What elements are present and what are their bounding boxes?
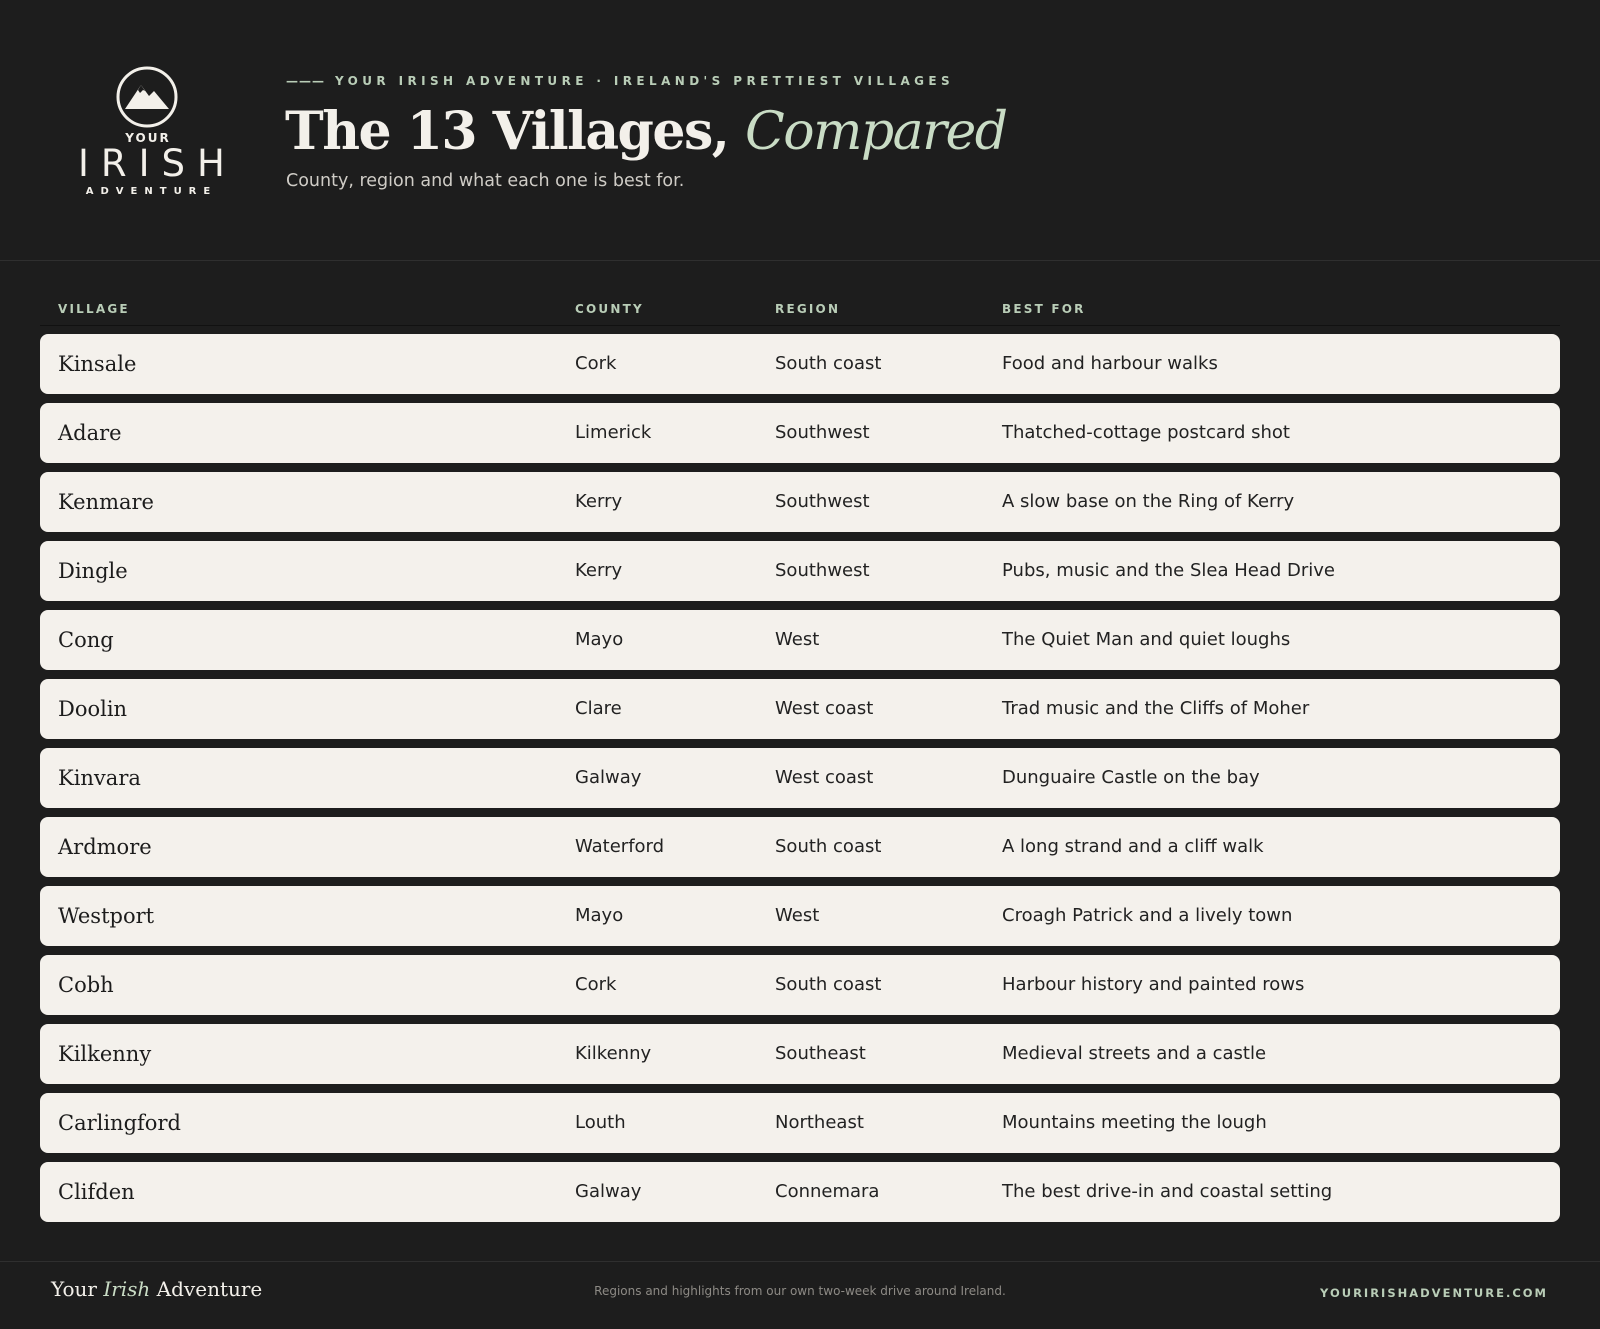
region-cell: Southwest (775, 560, 870, 581)
county-cell: Clare (575, 698, 622, 719)
county-cell: Mayo (575, 629, 624, 650)
county-cell: Cork (575, 974, 617, 995)
best-for-cell: Mountains meeting the lough (1002, 1112, 1267, 1133)
villages-table (40, 290, 1560, 1204)
region-cell: West (775, 905, 820, 926)
brand-logo[interactable] (68, 64, 237, 200)
county-cell: Kerry (575, 560, 623, 581)
table-row (40, 955, 1560, 1015)
village-name: Kilkenny (58, 1042, 152, 1066)
region-cell: West coast (775, 767, 874, 788)
county-cell: Kerry (575, 491, 623, 512)
region-cell: Connemara (775, 1181, 880, 1202)
table-row (40, 1024, 1560, 1084)
county-cell: Cork (575, 353, 617, 374)
page-title (285, 96, 1007, 168)
best-for-cell: Dunguaire Castle on the bay (1002, 767, 1260, 788)
county-cell: Waterford (575, 836, 665, 857)
region-cell: South coast (775, 353, 882, 374)
village-name: Adare (58, 421, 122, 445)
logo-adventure-text: ADVENTURE (85, 186, 218, 197)
region-cell: West coast (775, 698, 874, 719)
footer-url-link[interactable]: YOURIRISHADVENTURE.COM (1320, 1286, 1548, 1300)
county-cell: Louth (575, 1112, 626, 1133)
village-name: Dingle (58, 559, 128, 583)
table-row (40, 334, 1560, 394)
column-header-village: VILLAGE (58, 302, 130, 316)
mountain-icon (116, 66, 178, 128)
best-for-cell: Food and harbour walks (1002, 353, 1218, 374)
page-footer (0, 1261, 1600, 1329)
best-for-cell: A long strand and a cliff walk (1002, 836, 1264, 857)
village-name: Carlingford (58, 1111, 181, 1135)
village-name: Doolin (58, 697, 128, 721)
table-header (40, 290, 1560, 326)
best-for-cell: Croagh Patrick and a lively town (1002, 905, 1293, 926)
eyebrow-dash: ——— (286, 74, 325, 88)
eyebrow (286, 74, 954, 88)
footer-note: Regions and highlights from our own two-week drive around Ireland. (594, 1284, 1006, 1298)
table-row (40, 679, 1560, 739)
logo-irish-text: IRISH (78, 142, 237, 185)
village-name: Kenmare (58, 490, 154, 514)
village-name: Kinsale (58, 352, 137, 376)
best-for-cell: A slow base on the Ring of Kerry (1002, 491, 1295, 512)
best-for-cell: The Quiet Man and quiet loughs (1002, 629, 1291, 650)
title-main: The 13 Villages, (285, 101, 729, 162)
table-row (40, 610, 1560, 670)
village-name: Clifden (58, 1180, 135, 1204)
column-header-best-for: BEST FOR (1002, 302, 1086, 316)
best-for-cell: Thatched-cottage postcard shot (1002, 422, 1290, 443)
table-row (40, 541, 1560, 601)
village-name: Kinvara (58, 766, 141, 790)
footer-brand-pre: Your (51, 1277, 104, 1301)
column-header-county: COUNTY (575, 302, 644, 316)
village-name: Ardmore (58, 835, 152, 859)
county-cell: Limerick (575, 422, 652, 443)
county-cell: Mayo (575, 905, 624, 926)
region-cell: Northeast (775, 1112, 864, 1133)
footer-brand-post: Adventure (150, 1277, 263, 1301)
title-accent: Compared (744, 102, 1007, 162)
best-for-cell: Harbour history and painted rows (1002, 974, 1305, 995)
county-cell: Galway (575, 1181, 642, 1202)
best-for-cell: Medieval streets and a castle (1002, 1043, 1267, 1064)
footer-brand-accent: Irish (103, 1277, 151, 1301)
village-name: Cobh (58, 973, 114, 997)
region-cell: Southeast (775, 1043, 866, 1064)
table-row (40, 748, 1560, 808)
table-row (40, 1093, 1560, 1153)
region-cell: South coast (775, 974, 882, 995)
county-cell: Galway (575, 767, 642, 788)
table-row (40, 403, 1560, 463)
village-name: Westport (58, 904, 155, 928)
table-row (40, 817, 1560, 877)
best-for-cell: Pubs, music and the Slea Head Drive (1002, 560, 1336, 581)
page-subtitle: County, region and what each one is best for. (286, 171, 685, 191)
table-row (40, 1162, 1560, 1222)
village-name: Cong (58, 628, 114, 652)
table-row (40, 472, 1560, 532)
table-row (40, 886, 1560, 946)
region-cell: Southwest (775, 422, 870, 443)
page-header (0, 0, 1600, 261)
region-cell: South coast (775, 836, 882, 857)
column-header-region: REGION (775, 302, 841, 316)
county-cell: Kilkenny (575, 1043, 652, 1064)
best-for-cell: Trad music and the Cliffs of Moher (1002, 698, 1310, 719)
region-cell: Southwest (775, 491, 870, 512)
region-cell: West (775, 629, 820, 650)
best-for-cell: The best drive-in and coastal setting (1002, 1181, 1333, 1202)
logo-your-text: YOUR (125, 131, 171, 145)
eyebrow-text: YOUR IRISH ADVENTURE · IRELAND'S PRETTIEST VILLAGES (335, 74, 955, 88)
